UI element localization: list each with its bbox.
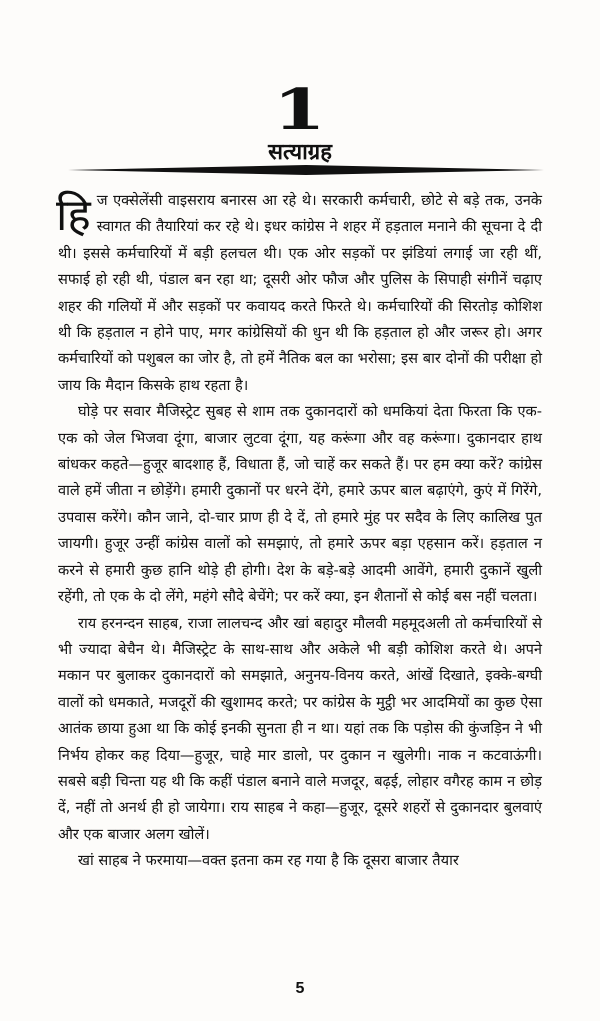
drop-cap: हि bbox=[56, 190, 91, 241]
page-number: 5 bbox=[295, 980, 305, 997]
paragraph-3: राय हरनन्दन साहब, राजा लालचन्द और खां बहादुर मौलवी महमूदअली तो कर्मचारियों से भी ज्यादा बेचैन थे। मैजिस्ट्रेट के साथ-साथ और अकेले भी बड़ी कोशिश करते थे। अपने मकान पर बुलाकर दुकानदारों को समझाते, अनुनय-विनय करते, आंखें दिखाते, इक्के-बग्घी वालों को धमकाते, मजदूरों की खुशामद करते; पर कांग्रेस के मुट्ठी भर आदमियों का कुछ ऐसा आतंक छाया हुआ था कि कोई इनकी सुनता ही न था। यहां तक कि पड़ोस की कुंजड़िन ने भी निर्भय होकर कह दिया—हुजूर, चाहे मार डालो, पर दुकान न खुलेगी। नाक न कटवाऊंगी। सबसे बड़ी चिन्ता यह थी कि कहीं पंडाल बनाने वाले मजदूर, बढ़ई, लोहार वगैरह काम न छोड़ दें, नहीं तो अनर्थ ही हो जायेगा। राय साहब ने कहा—हुजूर, दूसरे शहरों से दुकानदार बुलवाएं और एक बाजार अलग खोलें। bbox=[58, 614, 542, 843]
paragraph-1 bbox=[58, 188, 542, 399]
chapter-number: 1 bbox=[273, 77, 327, 143]
paragraph-2: घोड़े पर सवार मैजिस्ट्रेट सुबह से शाम तक दुकानदारों को धमकियां देता फिरता कि एक-एक को जेल भिजवा दूंगा, बाजार लुटवा दूंगा, यह करूंगा और वह करूंगा। दुकानदार हाथ बांधकर कहते—हुजूर बादशाह हैं, विधाता हैं, जो चाहें कर सकते हैं। पर हम क्या करें? कांग्रेस वाले हमें जीता न छोड़ेंगे। हमारी दुकानों पर धरने देंगे, हमारे ऊपर बाल बढ़ाएंगे, कुएं में गिरेंगे, उपवास करेंगे। कौन जाने, दो-चार प्राण ही दे दें, तो हमारे मुंह पर सदैव के लिए कालिख पुत जायगी। हुजूर उन्हीं कांग्रेस वालों को समझाएं, तो हमारे ऊपर बड़ा एहसान करें। हड़ताल न करने से हमारी कुछ हानि थोड़े ही होगी। देश के बड़े-बड़े आदमी आवेंगे, हमारी दुकानें खुली रहेंगी, तो एक के दो लेंगे, महंगे सौदे बेचेंगे; पर करें क्या, इन शैतानों से कोई बस नहीं चलता। bbox=[58, 403, 542, 606]
title-underline-rule bbox=[68, 164, 544, 176]
paragraph-1-text: ज एक्सेलेंसी वाइसराय बनारस आ रहे थे। सरकारी कर्मचारी, छोटे से बड़े तक, उनके स्वागत की तैयारियां कर रहे थे। इधर कांग्रेस ने शहर में हड़ताल मनाने की सूचना दे दी थी। इससे कर्मचारियों में बड़ी हलचल थी। एक ओर सड़कों पर झंडियां लगाई जा रही थीं, सफाई हो रही थी, पंडाल बन रहा था; दूसरी ओर फौज और पुलिस के सिपाही संगीनें चढ़ाए शहर की गलियों में और सड़कों पर कवायद करते फिरते थे। कर्मचारियों की सिरतोड़ कोशिश थी कि हड़ताल न होने पाए, मगर कांग्रेसियों की धुन थी कि हड़ताल हो और जरूर हो। अगर कर्मचारियों को पशुबल का जोर है, तो हमें नैतिक बल का भरोसा; इस बार दोनों की परीक्षा हो जाय कि मैदान किसके हाथ रहता है। bbox=[58, 192, 542, 394]
paragraph-4: खां साहब ने फरमाया—वक्त इतना कम रह गया है कि दूसरा बाजार तैयार bbox=[78, 852, 459, 870]
chapter-body bbox=[58, 188, 542, 875]
chapter-title: सत्याग्रह bbox=[268, 140, 332, 165]
